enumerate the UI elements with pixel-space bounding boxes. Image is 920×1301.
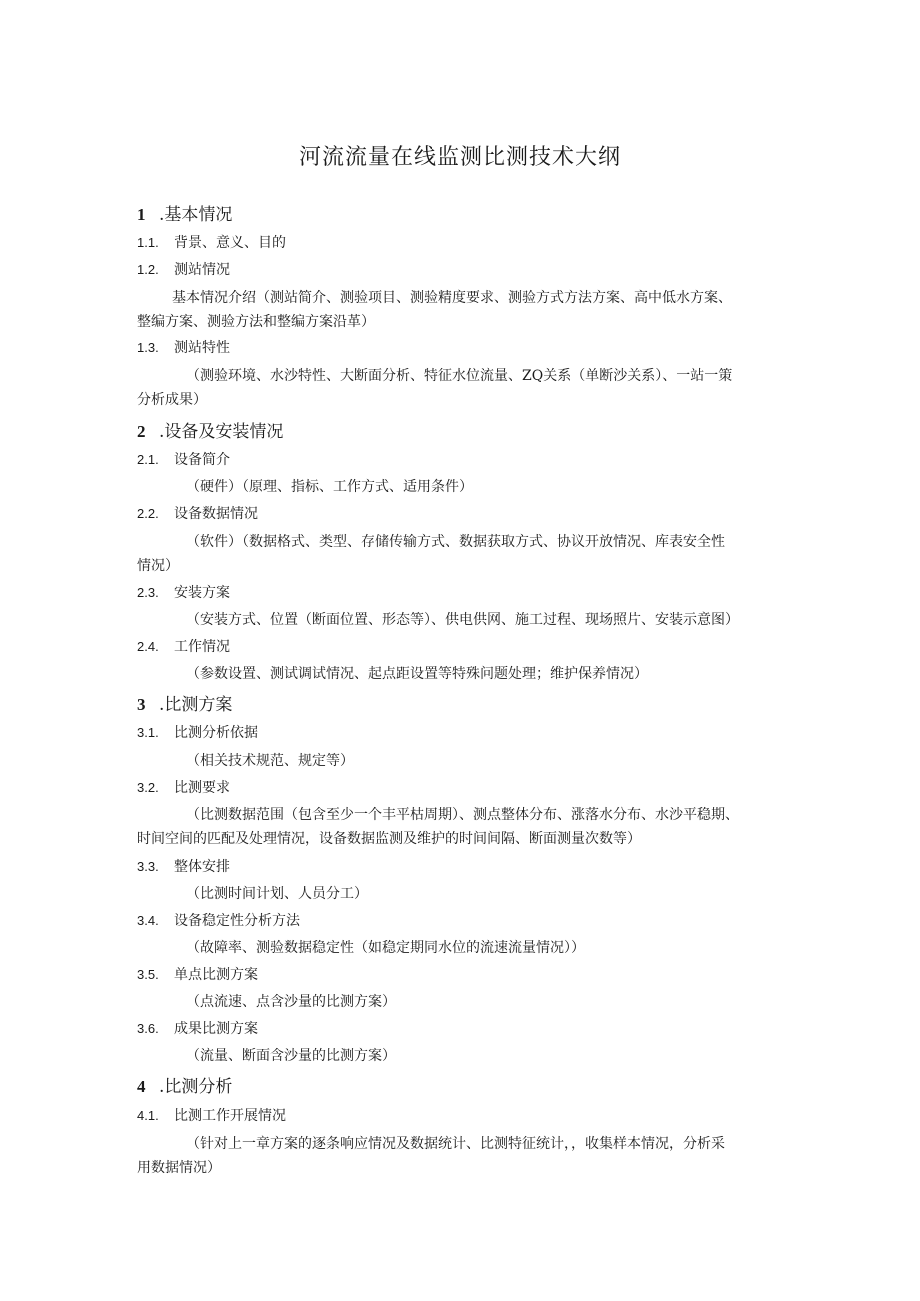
subsection-heading-3-1	[137, 722, 258, 744]
paragraph-line: （流量、断面含沙量的比测方案）	[186, 1048, 396, 1064]
subsection-number: 3.2.	[137, 780, 159, 795]
subsection-title: 设备稳定性分析方法	[174, 913, 300, 929]
paragraph-line: （比测数据范围（包含至少一个丰平枯周期）、测点整体分布、涨落水分布、水沙平稳期、	[186, 807, 739, 823]
subsection-title: 整体安排	[174, 859, 230, 875]
section-number: 1	[137, 205, 146, 224]
subsection-number: 2.2.	[137, 506, 159, 521]
section-number: 4	[137, 1077, 146, 1096]
paragraph-line: （故障率、测验数据稳定性（如稳定期同水位的流速流量情况））	[186, 940, 585, 956]
section-heading-4	[137, 1073, 232, 1101]
subsection-title: 工作情况	[174, 639, 230, 655]
subsection-number: 2.4.	[137, 639, 159, 654]
subsection-heading-4-1	[137, 1105, 286, 1127]
paragraph-line: 整编方案、测验方法和整编方案沿革）	[137, 314, 375, 330]
subsection-heading-2-3	[137, 582, 230, 604]
subsection-number: 2.3.	[137, 585, 159, 600]
section-title: .比测分析	[159, 1077, 233, 1097]
subsection-title: 设备简介	[174, 452, 230, 468]
subsection-heading-3-5	[137, 964, 258, 986]
paragraph-line: 基本情况介绍（测站简介、测验项目、测验精度要求、测验方式方法方案、高中低水方案、	[172, 290, 732, 306]
section-number: 3	[137, 695, 146, 714]
paragraph-line: 分析成果）	[137, 392, 207, 408]
subsection-title: 单点比测方案	[174, 967, 258, 983]
section-heading-2	[137, 418, 283, 446]
paragraph-line: （测验环境、水沙特性、大断面分析、特征水位流量、ZQ关系（单断沙关系）、一站一策	[186, 368, 733, 384]
subsection-heading-1-1	[137, 232, 286, 254]
subsection-heading-3-2	[137, 777, 230, 799]
subsection-title: 比测要求	[174, 780, 230, 796]
subsection-heading-3-4	[137, 910, 300, 932]
subsection-heading-1-3	[137, 337, 230, 359]
subsection-title: 设备数据情况	[174, 506, 258, 522]
subsection-title: 比测分析依据	[174, 725, 258, 741]
subsection-title: 安装方案	[174, 585, 230, 601]
subsection-number: 3.5.	[137, 967, 159, 982]
subsection-number: 3.1.	[137, 725, 159, 740]
paragraph-line: （比测时间计划、人员分工）	[186, 886, 368, 902]
paragraph-line: （点流速、点含沙量的比测方案）	[186, 994, 396, 1010]
paragraph-line: 情况）	[137, 558, 179, 574]
subsection-heading-3-3	[137, 856, 230, 878]
subsection-title: 成果比测方案	[174, 1021, 258, 1037]
subsection-number: 1.3.	[137, 340, 159, 355]
paragraph-line: （针对上一章方案的逐条响应情况及数据统计、比测特征统计，，收集样本情况，分析采	[186, 1136, 725, 1152]
subsection-number: 3.6.	[137, 1021, 159, 1036]
subsection-number: 1.1.	[137, 235, 159, 250]
subsection-title: 背景、意义、目的	[174, 235, 286, 251]
section-number: 2	[137, 422, 146, 441]
paragraph-line: 时间空间的匹配及处理情况，设备数据监测及维护的时间间隔、断面测量次数等）	[137, 831, 641, 847]
paragraph-line: 用数据情况）	[137, 1160, 221, 1176]
paragraph-line: （相关技术规范、规定等）	[186, 753, 354, 769]
subsection-title: 测站情况	[174, 262, 230, 278]
subsection-number: 1.2.	[137, 262, 159, 277]
subsection-heading-2-1	[137, 449, 230, 471]
section-heading-3	[137, 691, 232, 719]
paragraph-line: （参数设置、测试调试情况、起点距设置等特殊问题处理；维护保养情况）	[186, 666, 648, 682]
section-title: .基本情况	[159, 205, 233, 225]
subsection-heading-2-2	[137, 503, 258, 525]
subsection-heading-2-4	[137, 636, 230, 658]
subsection-heading-3-6	[137, 1018, 258, 1040]
subsection-title: 测站特性	[174, 340, 230, 356]
section-heading-1	[137, 201, 232, 229]
paragraph-line: （软件）（数据格式、类型、存储传输方式、数据获取方式、协议开放情况、库表安全性	[186, 534, 725, 550]
subsection-number: 4.1.	[137, 1108, 159, 1123]
subsection-title: 比测工作开展情况	[174, 1108, 286, 1124]
document-title: 河流流量在线监测比测技术大纲	[298, 145, 621, 170]
subsection-number: 3.4.	[137, 913, 159, 928]
paragraph-line: （安装方式、位置（断面位置、形态等）、供电供网、施工过程、现场照片、安装示意图）	[186, 612, 739, 628]
subsection-number: 3.3.	[137, 859, 159, 874]
subsection-heading-1-2	[137, 259, 230, 281]
subsection-number: 2.1.	[137, 452, 159, 467]
section-title: .比测方案	[159, 695, 233, 715]
section-title: .设备及安装情况	[159, 422, 284, 442]
paragraph-line: （硬件）（原理、指标、工作方式、适用条件）	[186, 479, 473, 495]
